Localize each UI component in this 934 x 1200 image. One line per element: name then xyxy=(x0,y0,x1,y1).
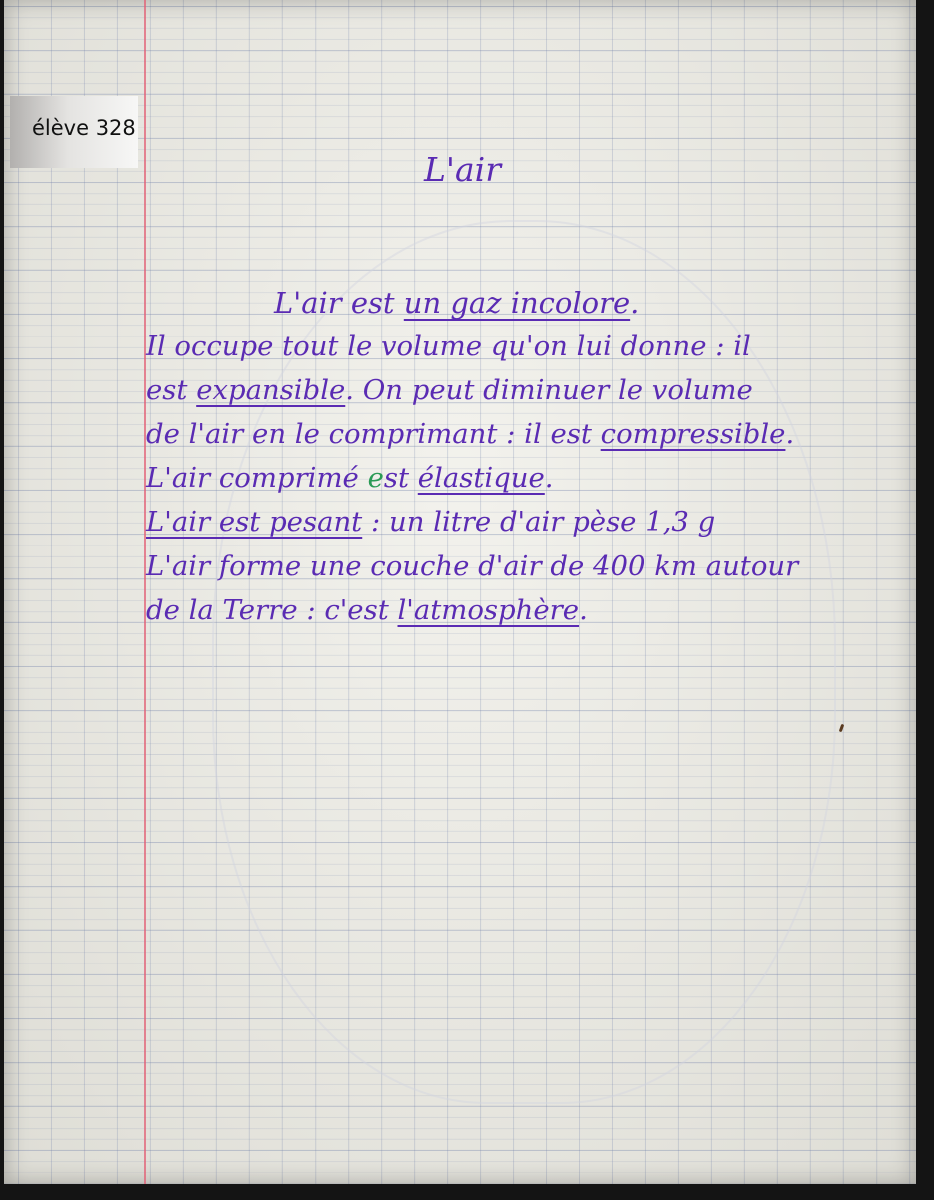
text-run: . xyxy=(785,418,795,450)
section-heading xyxy=(274,286,639,320)
handwritten-text xyxy=(146,324,798,632)
text-run: est xyxy=(146,374,197,406)
underlined-term: élastique xyxy=(417,462,545,494)
text-line xyxy=(146,544,798,588)
text-run: . xyxy=(579,594,588,626)
text-run: de la Terre : c'est xyxy=(146,594,398,626)
text-run: . xyxy=(544,462,554,494)
ink-speck xyxy=(839,724,845,733)
text-line xyxy=(146,412,798,456)
student-label xyxy=(10,96,138,168)
text-run: L'air forme une couche d'air de 400 km autour xyxy=(146,550,799,582)
heading-lead: L'air est xyxy=(274,286,404,320)
text-run: . On peut diminuer le volume xyxy=(345,374,753,406)
text-line xyxy=(146,500,798,544)
underlined-term: L'air est pesant xyxy=(146,506,363,538)
text-run: st xyxy=(383,462,418,494)
text-run: Il occupe tout le volume qu'on lui donne : il xyxy=(146,330,751,362)
heading-end: . xyxy=(630,286,640,320)
heading-underlined: un gaz incolore xyxy=(403,286,631,320)
text-run: L'air comprimé xyxy=(146,462,368,494)
notebook-page xyxy=(4,0,916,1184)
underlined-term: compressible xyxy=(600,418,786,450)
underlined-term: l'atmosphère xyxy=(397,594,580,626)
underlined-term: expansible xyxy=(196,374,346,406)
text-line xyxy=(146,324,798,368)
student-label-text: élève 328 xyxy=(32,116,136,140)
text-line xyxy=(146,588,798,632)
text-run: de l'air en le comprimant : il est xyxy=(146,418,601,450)
text-line xyxy=(146,368,798,412)
text-run: : un litre d'air pèse 1,3 g xyxy=(362,506,716,538)
page-title: L'air xyxy=(424,150,501,189)
ink-correction: e xyxy=(367,462,384,494)
text-line xyxy=(146,456,798,500)
